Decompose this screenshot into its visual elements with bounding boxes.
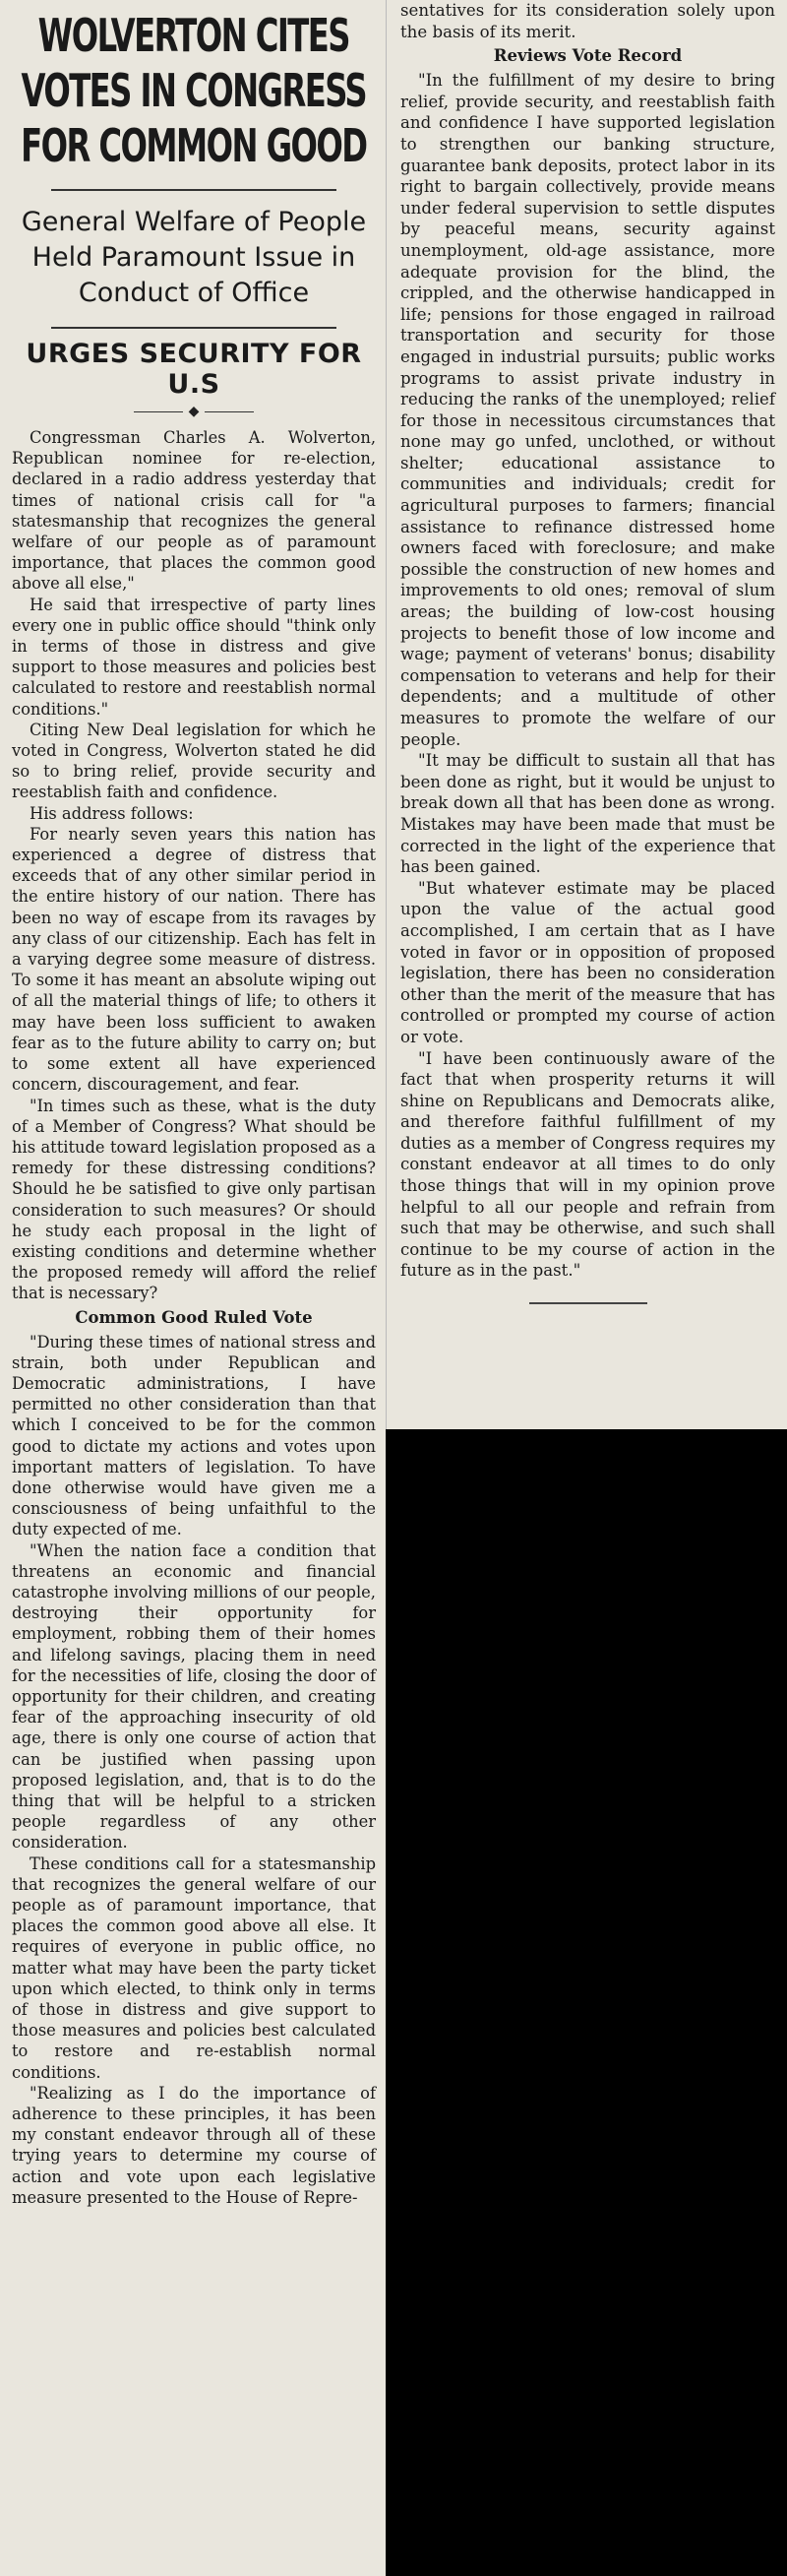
body-paragraph: "Realizing as I do the importance of adherence to these principles, it has been my constant endeavor through all of these trying years to determine my course of action and vote upon each legislative measure presented to the House of Repre- <box>12 2083 376 2207</box>
headline-line: VOTES IN CONGRESS <box>21 64 367 117</box>
body-paragraph: "It may be difficult to sustain all that has been done as right, but it would be unjust to break down all that has been done as wrong. Mistakes may have been made that must be corrected in the light of the experience that has been gained. <box>400 751 775 877</box>
continuation-paragraph: sentatives for its consideration solely upon the basis of its merit. <box>400 1 775 41</box>
body-paragraph: "But whatever estimate may be placed upon the value of the actual good accomplished, I am certain that as I have voted in favor or in opposition of proposed legislation, there has been no consideration other than the merit of the measure that has controlled or prompted my course of action or vote. <box>400 878 775 1046</box>
left-column <box>0 0 386 2576</box>
deck-headline: URGES SECURITY FOR U.S <box>26 339 362 400</box>
body-paragraph: His address follows: <box>30 803 194 823</box>
divider-rule <box>51 327 336 329</box>
divider-rule <box>51 189 336 191</box>
section-heading: Reviews Vote Record <box>493 46 683 66</box>
headline <box>12 8 375 173</box>
body-paragraph: "When the nation face a condition that threatens an economic and financial catastrophe involving millions of our people, destroying their opportunity for employment, robbing them of their homes and lifelong savings, placing them in need for the necessities of life, closing the door of opportunity for their children, and creating fear of the approaching insecurity of old age, there is only one course of action that can be justified when passing upon proposed legislation, and, that is to do the thing that will be helpful to a stricken people regardless of any other consideration. <box>12 1540 376 1853</box>
body-paragraph: "During these times of national stress and strain, both under Republican and Democratic administrations, I have permitted no other consideration than that which I conceived to be for the common good to dictate my actions and votes upon important matters of legislation. To have done otherwise would have given me a consciousness of being unfaithful to the duty expected of me. <box>12 1332 376 1539</box>
body-paragraph: He said that irrespective of party lines every one in public office should "think only in terms of those in distress and give support to those measures and policies best calculated to restore and reestablish normal conditions." <box>12 595 376 719</box>
right-column <box>386 0 787 1429</box>
body-paragraph: Citing New Deal legislation for which he voted in Congress, Wolverton stated he did so to bring relief, provide security and reestablish faith and confidence. <box>12 720 376 802</box>
body-paragraph: Congressman Charles A. Wolverton, Republican nominee for re-election, declared in a radio address yesterday that times of national crisis call for "a statesmanship that recognizes the general welfare of our people as of paramount importance, that places the common good above all else," <box>12 428 376 594</box>
body-paragraph: "In the fulfillment of my desire to bring relief, provide security, and reestablish faith and confidence I have supported legislation to strengthen our banking structure, guarantee bank deposits, protect labor in its right to bargain collectively, provide means under federal supervision to settle disputes by peaceful means, security against unemployment, old-age assistance, more adequate provision for the blind, the crippled, and the otherwise handicapped in life; pensions for those engaged in railroad transportation and security for those engaged in industrial pursuits; public works programs to assist private industry in reducing the ranks of the unemployed; relief for those in necessitous circumstances that none may go unfed, unclothed, or without shelter; educational assistance to communities and individuals; credit for agricultural purposes to farmers; financial assistance to refinance distressed home owners faced with foreclosure; and make possible the construction of new homes and improvements to old ones; removal of slum areas; the building of low-cost housing projects to benefit those of low income and wage; payment of veterans' bonus; disability compensation to veterans and help for their dependents; and a multitude of other measures to promote the welfare of our people. <box>400 71 775 749</box>
body-paragraph: For nearly seven years this nation has experienced a degree of distress that exceeds that of any other similar period in the entire history of our nation. There has been no way of escape from its ravages by any class of our citizenship. Each has felt in a varying degree some measure of distress. To some it has meant an absolute wiping out of all the material things of life; to others it may have been loss sufficient to awaken fear as to the future ability to carry on; but to some extent all have experienced concern, discouragement, and fear. <box>12 824 376 1095</box>
body-paragraph: "In times such as these, what is the duty of a Member of Congress? What should be his attitude toward legislation proposed as a remedy for these distressing conditions? Should he be satisfied to give only partisan consideration to such measures? Or should he study each proposal in the light of existing conditions and determine whether the proposed remedy will afford the relief that is necessary? <box>12 1096 376 1303</box>
section-heading: Common Good Ruled Vote <box>75 1307 313 1327</box>
headline-line: WOLVERTON CITES <box>37 9 350 62</box>
end-rule <box>400 1289 775 1308</box>
headline-line: FOR COMMON GOOD <box>21 119 367 172</box>
ornament-divider: ◆ <box>12 404 376 419</box>
body-paragraph: "I have been continuously aware of the fact that when prosperity returns it will shine on Republicans and Democrats alike, and therefore faithful fulfillment of my duties as a member of Congress requires my constant endeavor at all times to do only those things that will in my opinion prove helpful to all our people and refrain from such that may be otherwise, and such shall continue to be my course of action in the future as in the past." <box>400 1048 775 1281</box>
body-paragraph: These conditions call for a statesmanship that recognizes the general welfare of our people as of paramount importance, that places the common good above all else. It requires of everyone in public office, no matter what may have been the party ticket upon which elected, to think only in terms of those in distress and give support to those measures and policies best calculated to restore and re-establish normal conditions. <box>12 1853 376 2082</box>
subheadline: General Welfare of People Held Paramount Issue in Conduct of Office <box>21 207 367 308</box>
